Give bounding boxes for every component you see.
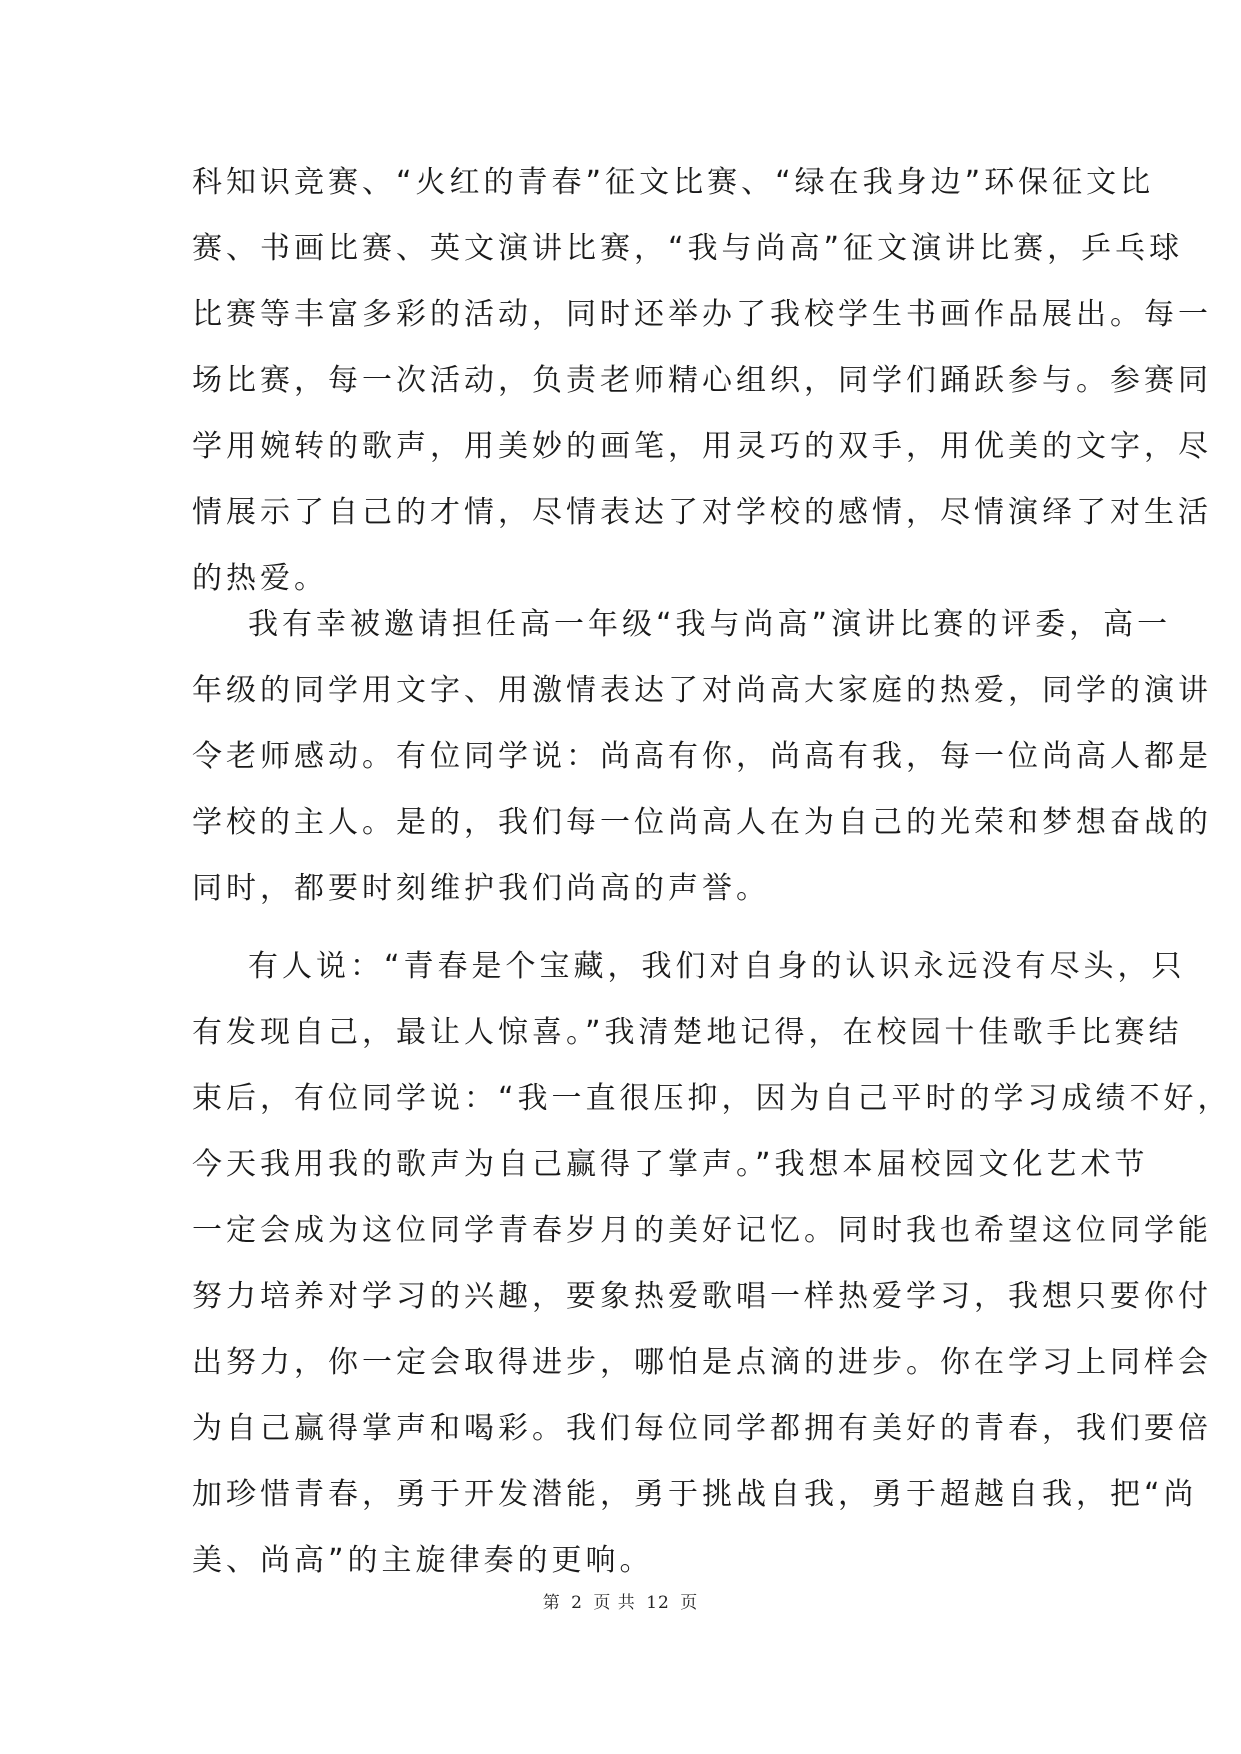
page-footer [0,1588,1241,1613]
paragraph-line: 出努力，你一定会取得进步，哪怕是点滴的进步。你在学习上同样会 [192,1345,1212,1380]
paragraph-line: 的热爱。 [192,561,328,596]
paragraph-line: 美、尚高”的主旋律奏的更响。 [192,1543,654,1578]
paragraph-line: 年级的同学用文字、用激情表达了对尚高大家庭的热爱，同学的演讲 [192,673,1212,708]
paragraph-line: 努力培养对学习的兴趣，要象热爱歌唱一样热爱学习，我想只要你付 [192,1279,1212,1314]
paragraph-3 [192,934,1232,1594]
paragraph-line: 科知识竞赛、“火红的青春”征文比赛、“绿在我身边”环保征文比 [192,165,1155,200]
paragraph-line: 情展示了自己的才情，尽情表达了对学校的感情，尽情演绎了对生活 [192,495,1212,530]
paragraph-line: 同时，都要时刻维护我们尚高的声誉。 [192,871,770,906]
paragraph-line: 我有幸被邀请担任高一年级“我与尚高”演讲比赛的评委，高一 [248,607,1172,642]
paragraph-line: 学用婉转的歌声，用美妙的画笔，用灵巧的双手，用优美的文字，尽 [192,429,1212,464]
current-page-number: 2 [571,1593,583,1613]
paragraph-2 [192,592,1212,922]
paragraph-line: 有人说：“青春是个宝藏，我们对自身的认识永远没有尽头，只 [248,949,1186,984]
total-page-count: 12 [646,1593,670,1613]
paragraph-line: 束后，有位同学说：“我一直很压抑，因为自己平时的学习成绩不好， [192,1081,1232,1116]
paragraph-line: 赛、书画比赛、英文演讲比赛，“我与尚高”征文演讲比赛，乒乓球 [192,231,1184,266]
footer-middle: 页 共 [593,1593,636,1613]
paragraph-line: 有发现自己，最让人惊喜。”我清楚地记得，在校园十佳歌手比赛结 [192,1015,1183,1050]
paragraph-line: 一定会成为这位同学青春岁月的美好记忆。同时我也希望这位同学能 [192,1213,1212,1248]
paragraph-line: 今天我用我的歌声为自己赢得了掌声。”我想本届校园文化艺术节 [192,1147,1149,1182]
footer-suffix: 页 [680,1593,699,1613]
paragraph-line: 加珍惜青春，勇于开发潜能，勇于挑战自我，勇于超越自我，把“尚 [192,1477,1198,1512]
footer-prefix: 第 [542,1593,561,1613]
paragraph-line: 场比赛，每一次活动，负责老师精心组织，同学们踊跃参与。参赛同 [192,363,1212,398]
paragraph-1 [192,150,1212,612]
paragraph-line: 令老师感动。有位同学说：尚高有你，尚高有我，每一位尚高人都是 [192,739,1212,774]
paragraph-line: 为自己赢得掌声和喝彩。我们每位同学都拥有美好的青春，我们要倍 [192,1411,1212,1446]
paragraph-line: 学校的主人。是的，我们每一位尚高人在为自己的光荣和梦想奋战的 [192,805,1212,840]
paragraph-line: 比赛等丰富多彩的活动，同时还举办了我校学生书画作品展出。每一 [192,297,1212,332]
